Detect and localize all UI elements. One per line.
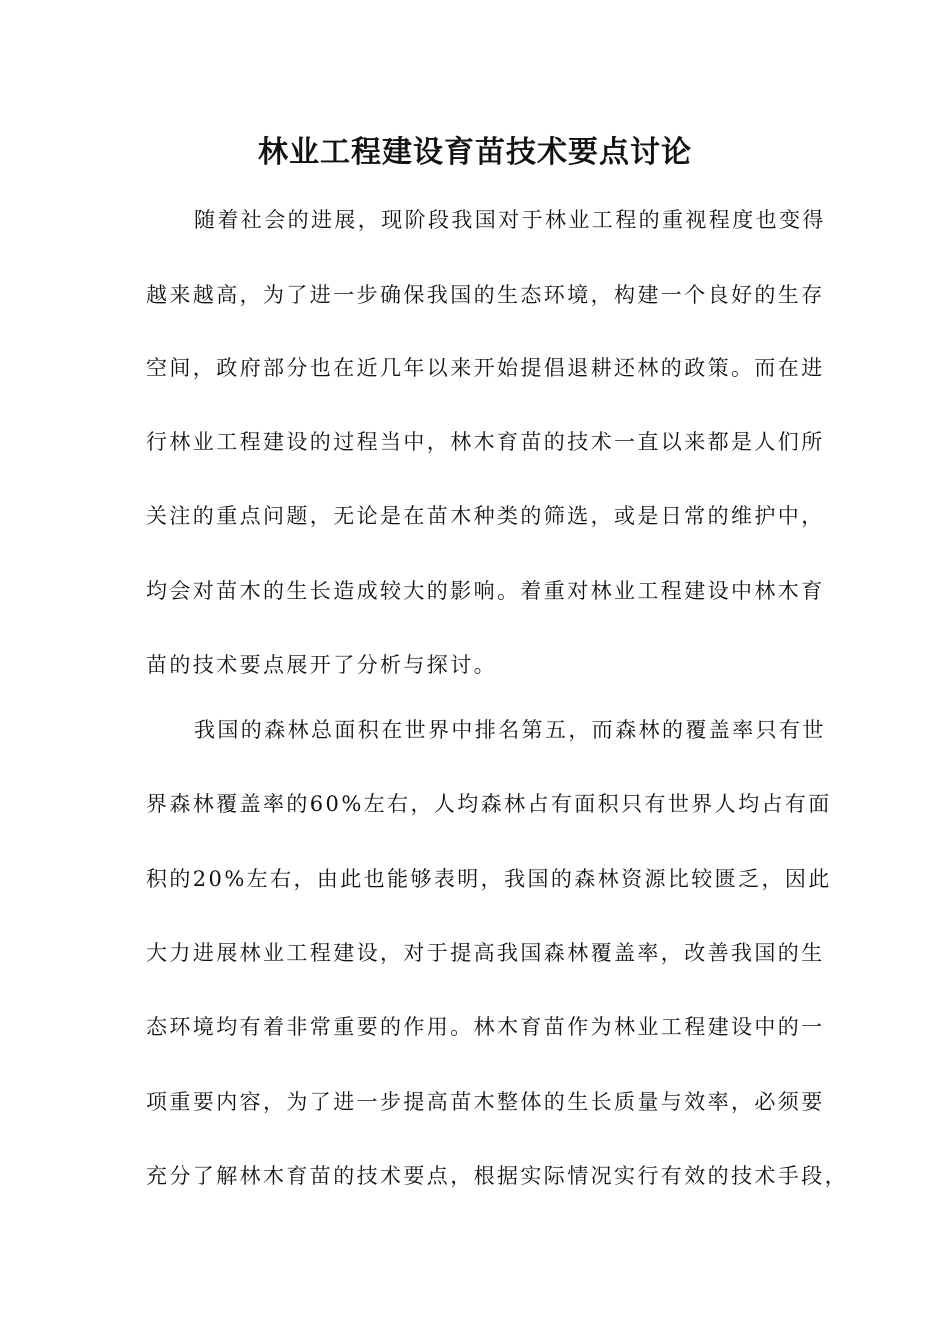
paragraph-2-line-2: 界森林覆盖率的60%左右，人均森林占有面积只有世界人均占有面 (146, 792, 832, 816)
document-title: 林业工程建设育苗技术要点讨论 (258, 135, 692, 170)
paragraph-1-line-7: 苗的技术要点展开了分析与探讨。 (146, 653, 497, 677)
paragraph-1-line-1: 随着社会的进展，现阶段我国对于林业工程的重视程度也变得 (194, 208, 826, 232)
paragraph-2-line-1: 我国的森林总面积在世界中排名第五，而森林的覆盖率只有世 (194, 718, 826, 742)
paragraph-2-line-3: 积的20%左右，由此也能够表明，我国的森林资源比较匮乏，因此 (146, 867, 832, 891)
paragraph-2-line-6: 项重要内容，为了进一步提高苗木整体的生长质量与效率，必须要 (146, 1090, 825, 1114)
paragraph-2-line-4: 大力进展林业工程建设，对于提高我国森林覆盖率，改善我国的生 (146, 941, 825, 965)
paragraph-2-line-5: 态环境均有着非常重要的作用。林木育苗作为林业工程建设中的一 (146, 1015, 825, 1039)
paragraph-2-line-7: 充分了解林木育苗的技术要点，根据实际情况实行有效的技术手段， (146, 1164, 848, 1188)
paragraph-1-line-3: 空间，政府部分也在近几年以来开始提倡退耕还林的政策。而在进 (146, 356, 825, 380)
paragraph-1-line-4: 行林业工程建设的过程当中，林木育苗的技术一直以来都是人们所 (146, 430, 825, 454)
paragraph-1-line-2: 越来越高，为了进一步确保我国的生态环境，构建一个良好的生存 (146, 283, 825, 307)
paragraph-1-line-5: 关注的重点问题，无论是在苗木种类的筛选，或是日常的维护中， (146, 504, 825, 528)
paragraph-1-line-6: 均会对苗木的生长造成较大的影响。着重对林业工程建设中林木育 (146, 579, 825, 603)
